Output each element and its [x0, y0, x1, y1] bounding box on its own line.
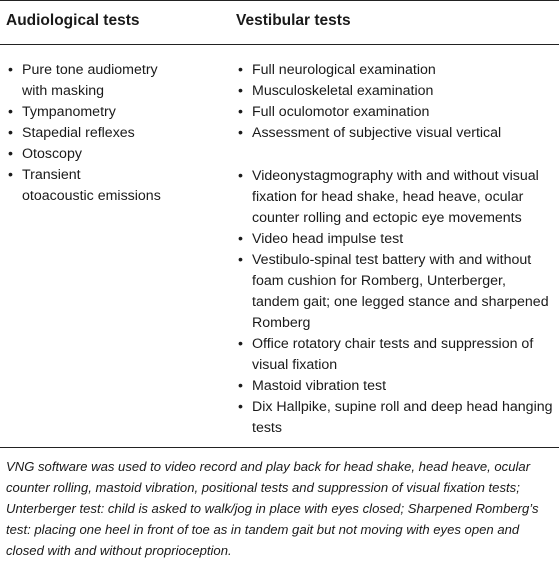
table-footnote: VNG software was used to video record and play back for head shake, head heave, ocular counter rolling, mastoid vibration, positional tests and suppression of visual fixation tests; Unterberger test: child is asked to walk/jog in place with eyes closed; Sharpened Romberg’s test: placing one heel in front of toe as in tandem gait but not moving with eyes open and closed with and without proprioception. — [6, 459, 539, 558]
bottom-rule — [0, 447, 559, 448]
list-item-text: Full oculomotor examination — [252, 104, 430, 120]
bullet-icon: • — [238, 231, 243, 247]
bullet-icon: • — [8, 62, 13, 78]
header-rule — [0, 44, 559, 45]
list-item — [6, 60, 228, 102]
list-item-text: Videonystagmography with and without visual fixation for head shake, head heave, ocular counter rolling and ectopic eye movements — [252, 168, 539, 226]
list-item-text: Dix Hallpike, supine roll and deep head hanging tests — [252, 399, 553, 436]
bullet-icon: • — [238, 378, 243, 394]
header-vestibular-tests: Vestibular tests — [236, 12, 351, 29]
list-item — [234, 250, 556, 334]
list-item-text: Full neurological examination — [252, 62, 436, 78]
list-item — [234, 376, 556, 397]
list-item-text: Assessment of subjective visual vertical — [252, 125, 502, 141]
list-item-text: Tympanometry — [22, 104, 116, 120]
bullet-icon: • — [8, 104, 13, 120]
bullet-icon: • — [238, 104, 243, 120]
top-rule — [0, 0, 559, 1]
list-item — [234, 123, 556, 144]
vestibular-tests-list — [234, 60, 556, 439]
audiological-tests-list — [6, 60, 228, 207]
list-item — [6, 102, 228, 123]
list-item-text: Stapedial reflexes — [22, 125, 135, 141]
list-item-text: Transient otoacoustic emissions — [22, 167, 161, 204]
list-item — [234, 81, 556, 102]
bullet-icon: • — [238, 399, 243, 415]
list-item-text: Mastoid vibration test — [252, 378, 387, 394]
list-item — [6, 123, 228, 144]
bullet-icon: • — [8, 146, 13, 162]
header-audiological-tests: Audiological tests — [6, 12, 140, 29]
list-item — [6, 144, 228, 165]
list-item-text: Pure tone audiometry with masking — [22, 62, 158, 99]
list-item — [234, 229, 556, 250]
list-item-text: Otoscopy — [22, 146, 82, 162]
bullet-icon: • — [8, 167, 13, 183]
list-item-text: Office rotatory chair tests and suppression of visual fixation — [252, 336, 534, 373]
bullet-icon: • — [238, 83, 243, 99]
list-item — [6, 165, 228, 207]
list-item — [234, 166, 556, 229]
bullet-icon: • — [8, 125, 13, 141]
bullet-icon: • — [238, 125, 243, 141]
bullet-icon: • — [238, 62, 243, 78]
bullet-icon: • — [238, 336, 243, 352]
bullet-icon: • — [238, 168, 243, 184]
bullet-icon: • — [238, 252, 243, 268]
list-item — [234, 102, 556, 123]
list-item — [234, 397, 556, 439]
list-item — [234, 334, 556, 376]
list-item-text: Video head impulse test — [252, 231, 404, 247]
list-item-text: Musculoskeletal examination — [252, 83, 434, 99]
list-item-text: Vestibulo-spinal test battery with and without foam cushion for Romberg, Unterberger, tandem gait; one legged stance and sharpened Romberg — [252, 252, 549, 331]
list-item — [234, 60, 556, 81]
